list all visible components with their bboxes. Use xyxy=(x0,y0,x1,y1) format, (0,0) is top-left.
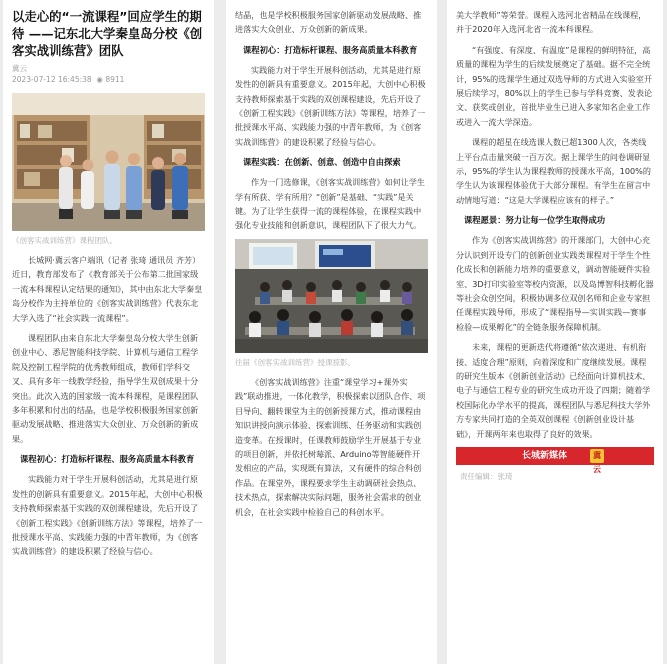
article-column-1 xyxy=(3,0,214,664)
paragraph: 未来，课程的更新迭代将遵循“依次递进、有机衔接、适度合理”原则，向着深度和广度继续发展。课程的研究生版本《创新创业活动》已经面向计算机技术、电子与通信工程专业的研究生成功开设了四期；随着学校国际化办学水平的提高，课程团队与悉尼科技大学外方专家共同打造的全英双创课程《创新创业设计基础》，开课两年来也取得了良好的效果。 xyxy=(456,342,651,439)
media-banner xyxy=(456,447,654,474)
paragraph: 课程团队由来自东北大学秦皇岛分校大学生创新创业中心、悉尼智能科技学院、计算机与通信工程学院及控制工程学院的优秀教师组成，教师们学科交叉、具有多年一线教学经验，指导学生双创成果十分突出。此次入选的国家级一流本科课程，是课程团队多年积累和付出的结晶，也是学校积极服务国家创新驱动发展战略、推进落实大众创业、万众创新的新成果。 xyxy=(12,333,199,444)
section-heading: 课程初心：打造标杆课程、服务高质量本科教育 xyxy=(243,44,418,55)
section-heading: 课程愿景：努力让每一位学生取得成功 xyxy=(464,215,606,226)
classroom-photo xyxy=(235,239,428,353)
section-heading: 课程初心：打造标杆课程、服务高质量本科教育 xyxy=(20,454,195,465)
paragraph: 《创客实战训练营》注重“课堂学习+课外实践”联动推进，一体化教学，积极探索以团队合作、项目导向、翻转课堂为主的创新授课方式，推动课程由知识讲授向演示体验、探索训练、任务驱动和实践创造变革。在授课时，任课教师鼓励学生开展基于专业的项目创新，并依托树莓派、Arduino等智能硬件开发相应的产品，实现既有算法，又有硬件的综合科创作品。在课堂外，课程要求学生主动调研社会热点、技术热点，探索解决实际问题，服务社会需求的创业机会，在社会实践中检验自己的科创水平。 xyxy=(235,376,426,517)
paragraph: 作为《创客实战训练营》的开课部门，大创中心充分认识到开设专门的创新创业实践类课程对于学生个性化成长和创新能力培养的重要意义，调动智能硬件实验室、3D打印实验室等校内资源，以及岛博智科技孵化器等社会众创空间，积极协调多位双创名师和企业专家担任课程实践导师，形成了“课程指导—实训实践—赛事检验—成果孵化”的全链条服务保障机制。 xyxy=(456,235,654,332)
paragraph: “有强度、有深度、有温度”是课程的鲜明特征，高质量的课程为学生的后续发展奠定了基础。据不完全统计，95%的选课学生通过双选导师的方式进入实验室开展后续学习，80%以上的学生已参与学科竞赛、发表论文、获奖或创业，首批毕业生已进入多家知名企业工作或进入一流大学深造。 xyxy=(456,44,653,127)
photo-caption: 往届《创客实战训练营》授课掠影。 xyxy=(235,357,355,367)
article-title: 以走心的“一流课程”回应学生的期待 ——记东北大学秦皇岛分校《创客实战训练营》团队 xyxy=(12,9,203,58)
view-count: 8911 xyxy=(105,75,125,84)
team-photo xyxy=(12,93,205,231)
photo-caption: 《创客实战训练营》课程团队。 xyxy=(12,236,117,245)
section-heading: 课程实践：在创新、创意、创造中自由探索 xyxy=(243,157,401,168)
paragraph: 美大学教师”等荣誉。课程入选河北省精品在线课程，并于2020年入选河北省一流本科课程。 xyxy=(456,10,647,35)
timestamp: 2023-07-12 16:45:38 xyxy=(12,75,92,84)
paragraph: 结晶，也是学校积极服务国家创新驱动发展战略、推进落实大众创业、万众创新的新成果。 xyxy=(235,10,422,35)
paragraph: 实践能力对于学生开展科创活动，尤其是进行原发性的创新具有重要意义。2015年起，大创中心积极支持教师探索基于实践的双创课程建设，先后开设了《创新工程实践》《创新训练方法》等课程，培养了一批授课水平高、实践能力强的中青年教师，为《创客实战训练营》的建设积累了经验与信心。 xyxy=(235,64,426,147)
paragraph: 课程的超星在线选课人数已超1300人次，各类线上平台点击量突破一百万次。据上课学生的问卷调研显示，95%的学生认为课程教师的授课水平高，100%的学生认为该课程体验优于大部分课程。有学生在留言中动情地写道：“这是大学课程应该有的样子。” xyxy=(456,137,651,205)
article-column-3 xyxy=(447,0,663,664)
paragraph: 长城网·冀云客户端讯（记者 张琦 通讯员 齐芳）近日，教育部发布了《教育部关于公布第二批国家级一流本科课程认定结果的通知》，其中由东北大学秦皇岛分校作为主持单位的《创客实战训练营》代表东北大学入选了“社会实践一流课程”。 xyxy=(12,255,203,323)
paragraph: 作为一门选修课，《创客实战训练营》如何让学生学有所获、学有所用？“创新”是基础、“实践”是关键。为了让学生获得一流的课程体验，在课程实践中强化专业技能和创新意识，课程团队下了很大力气。 xyxy=(235,177,426,231)
jiyun-logo: 冀云 xyxy=(590,449,604,463)
media-logo: 长城新媒体 xyxy=(522,450,568,461)
eye-icon: ◉ xyxy=(94,75,106,84)
editor-credit: 责任编辑：张琦 xyxy=(460,471,513,481)
article-meta xyxy=(12,74,205,85)
article-author: 冀云 xyxy=(12,64,27,73)
article-column-2 xyxy=(226,0,437,664)
paragraph: 实践能力对于学生开展科创活动，尤其是进行原发性的创新具有重要意义。2015年起，大创中心积极支持教师探索基于实践的双创课程建设，先后开设了《创新工程实践》《创新训练方法》等课程，培养了一批授课水平高、实践能力强的中青年教师，为《创客实战训练营》的建设积累了经验与信心。 xyxy=(12,474,203,557)
